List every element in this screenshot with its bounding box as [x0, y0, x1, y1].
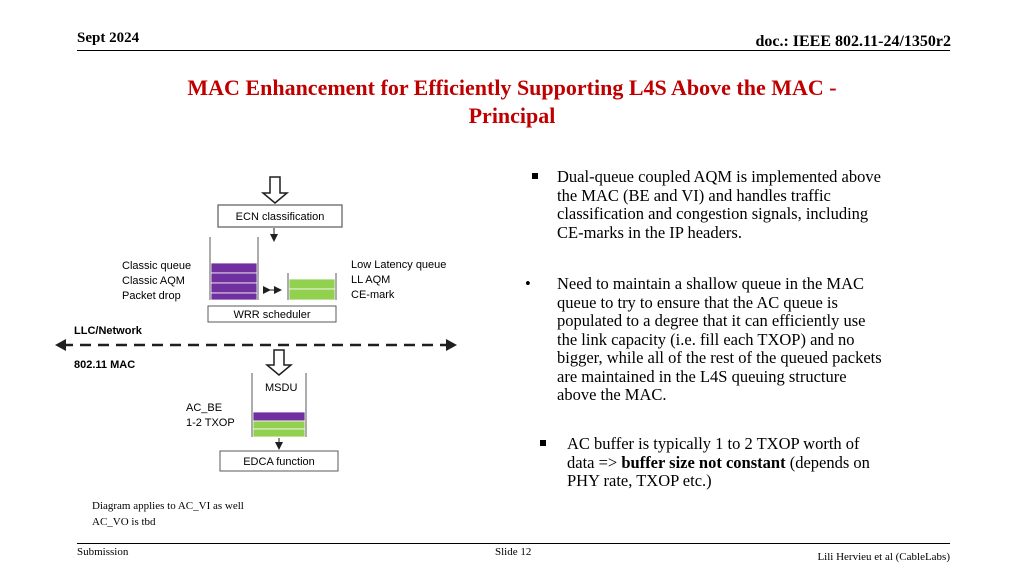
ll-queue-slot	[289, 289, 335, 300]
bullet-2-line: above the MAC.	[557, 385, 667, 404]
classic-queue-slot	[211, 273, 257, 283]
edca-function-label: EDCA function	[243, 456, 315, 468]
bullet-2-line: Need to maintain a shallow queue in the MAC	[557, 274, 865, 293]
ac-queue-slot	[253, 421, 305, 429]
llc-network-label: LLC/Network	[74, 325, 142, 337]
bullet-2-line: bigger, while all of the rest of the queued packets	[557, 348, 882, 367]
classic-queue	[210, 237, 258, 300]
ll-queue-label: Low Latency queue	[351, 259, 447, 271]
footer-slide-number: Slide 12	[495, 546, 532, 558]
bullet-3	[538, 435, 950, 495]
bullet-2-line: populated to a degree that it can efficiently use	[557, 311, 866, 330]
dot-bullet-icon: •	[525, 274, 531, 293]
square-bullet-icon	[532, 173, 538, 179]
footer-submission: Submission	[77, 546, 129, 558]
slide-title	[100, 74, 924, 130]
bullet-3-line: AC buffer is typically 1 to 2 TXOP worth of	[567, 434, 860, 453]
classic-queue-label: Classic queue	[122, 260, 192, 272]
bullet-3-line: PHY rate, TXOP etc.)	[567, 471, 712, 490]
l4s-architecture-diagram	[40, 165, 480, 485]
arrow-right-icon	[446, 339, 457, 351]
ecn-classification-label: ECN classification	[235, 211, 325, 223]
header-rule	[77, 50, 950, 51]
classic-aqm-label: Classic AQM	[122, 275, 185, 287]
bullet-2-line: the link capacity (i.e. fill each TXOP) and no	[557, 329, 855, 349]
arrow-left-icon	[55, 339, 66, 351]
slide-title-line2: Principal	[468, 103, 556, 128]
msdu-label: MSDU	[265, 382, 298, 394]
wrr-scheduler-label: WRR scheduler	[233, 309, 311, 321]
diagram-note-line: AC_VO is tbd	[92, 516, 156, 528]
bullet-1	[530, 168, 950, 248]
bullet-1-text	[557, 168, 881, 242]
low-latency-queue	[288, 273, 336, 300]
packet-drop-label: Packet drop	[122, 290, 181, 302]
bullet-2-line: queue to try to ensure that the AC queue is	[557, 292, 838, 312]
bullet-2-line: are maintained in the L4S queuing structure	[557, 366, 847, 386]
bullet-1-line: classification and congestion signals, including	[557, 204, 869, 223]
classic-queue-slot	[211, 283, 257, 293]
ac-queue-slot	[253, 412, 305, 421]
ce-mark-label: CE-mark	[351, 289, 395, 301]
classic-queue-slot	[211, 293, 257, 300]
square-bullet-icon	[540, 440, 546, 446]
footer-author: Lili Hervieu et al (CableLabs)	[817, 551, 950, 563]
bullet-3-line: data => buffer size not constant (depends on	[567, 452, 870, 472]
bullet-1-line: CE-marks in the IP headers.	[557, 222, 742, 242]
bullet-1-line: the MAC (BE and VI) and handles traffic	[557, 185, 831, 205]
footer-rule	[77, 543, 950, 544]
ll-aqm-label: LL AQM	[351, 274, 391, 286]
hollow-down-arrow-icon	[267, 350, 291, 375]
bullet-1-line: Dual-queue coupled AQM is implemented above	[557, 167, 881, 186]
hollow-down-arrow-icon	[263, 177, 287, 203]
slide-title-line1: MAC Enhancement for Efficiently Supporting L4S Above the MAC -	[187, 75, 837, 100]
classic-queue-slot	[211, 263, 257, 273]
ac-queue-slot	[253, 429, 305, 437]
header-doc-id: doc.: IEEE 802.11-24/1350r2	[755, 33, 951, 50]
mac-label: 802.11 MAC	[74, 359, 136, 371]
txop-label: 1-2 TXOP	[186, 417, 235, 429]
bullet-3-text	[567, 435, 870, 491]
diagram-notes	[92, 498, 244, 530]
bullet-2-text	[557, 275, 882, 405]
ll-queue-slot	[289, 279, 335, 289]
bullet-2	[525, 275, 950, 410]
ac-be-label: AC_BE	[186, 402, 223, 414]
diagram-note-line: Diagram applies to AC_VI as well	[92, 500, 244, 512]
header-date: Sept 2024	[77, 30, 140, 46]
